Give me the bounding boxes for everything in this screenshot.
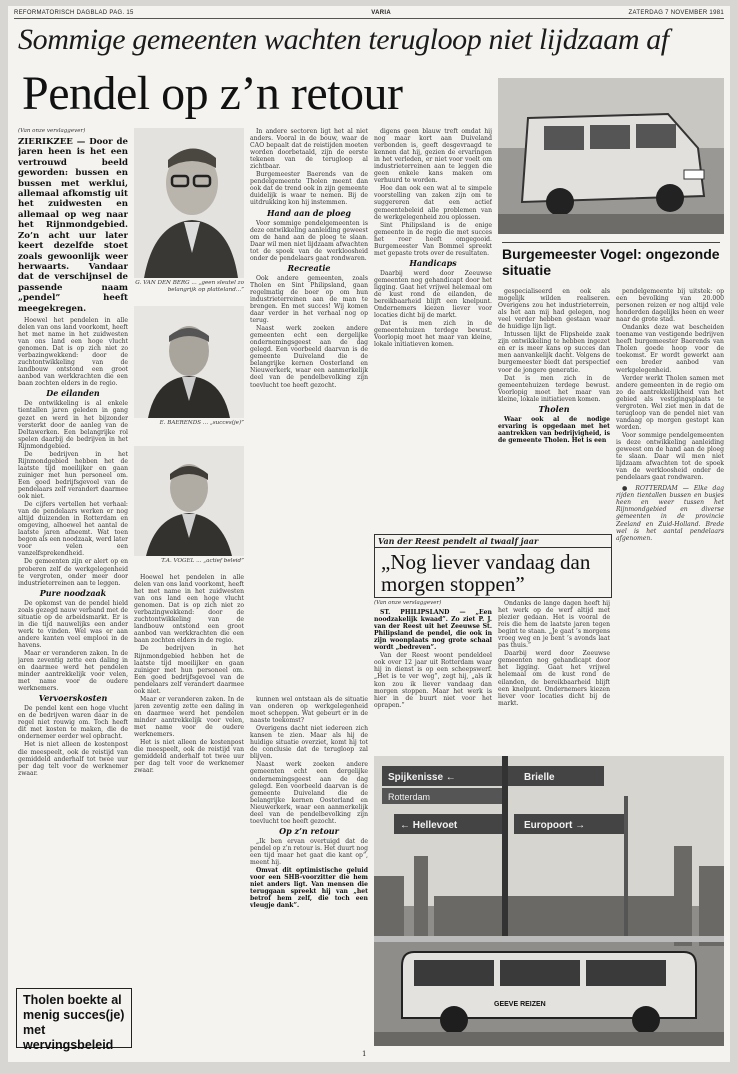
paragraph: De gemeenten zijn er alert op en proberen zelf de werkgelegenheid te vergroten, onder meer door industrieterreinen aan te leggen. [18, 558, 128, 587]
paragraph: Daarbij werd door Zeeuwse gemeenten nog gehandicapt door het ligging. Gaat het vrijwel helemaal om de kust rond de eilanden, de bereikbaarheid blijft een knelpunt. Ondernemers kiezen liever voor locaties dicht bij de markt. [374, 269, 492, 320]
paragraph: Het is niet alleen de kostenpost die meespeelt, ook de reistijd van gemiddeld anderhalf tot twee uur per dag telt voor de werknemer zwaar. [134, 739, 244, 775]
column-6 [250, 696, 368, 1046]
paragraph: Voor sommige pendelgemeenten is deze ontwikkeling aanleiding geweest om de hand aan de ploeg te slaan. Daar wil men niet lijdzaam afwachten tot de spoek van de werkloosheid onder de pendelaars gaat rondwaren. [616, 431, 724, 482]
paragraph: Dat is men zich in de gemeentehuizen terdege bewust. Voorlopig moet het maar van kleine, lokale initiatieven komen. [498, 374, 610, 403]
paragraph: Hoewel het pendelen in alle delen van ons land voorkomt, heeft het met name in het zuidwesten van ons land een hoge vlucht genomen. Dat is op zich niet zo verbazingwekkend: door de zuchtontwikkeling van de landbouw ontstond een groot aanbod van werkkrachten die een baan zochten elders in de regio. [134, 574, 244, 645]
subheading: Op z’n retour [279, 825, 339, 836]
bullet-icon: ● [622, 485, 636, 493]
sign-text: Europoort → [524, 820, 586, 831]
masthead [14, 8, 724, 19]
photo-van [498, 78, 724, 234]
column-1 [18, 128, 128, 983]
sign-text: ← Hellevoet [400, 820, 458, 831]
paragraph: digens geen blauw treft omdat hij nog maar kort aan Duiveland verbonden is, geeft desgevraagd te kennen dat hij, gezien de ervaringen in het verleden, er niet voor voelt om industrieterreinen aan te leggen die geen enkele kans maken om verhuurd te worden. [374, 128, 492, 185]
paragraph: pendelgemeente bij uitstek: op een bevolking van 20.000 personen reizen er nog altijd vele honderden dagelijks heen en weer naar de grote stad. [616, 288, 724, 324]
newspaper-page [8, 6, 730, 1062]
paragraph: Intussen lijkt de Flipsheide zaak zijn ontwikkeling te hebben ingezet en er is meer kans op succes dan men aanvankelijk dacht. Volgens de burgemeester biedt dat perspectief voor de jongere generatie. [498, 331, 610, 374]
photo-caption-text: ROTTERDAM — Elke dag rijden tientallen bussen en busjes heen en weer tussen het Rijnmondgebied en diverse gemeenten in de provincie Zeeland en Zuid-Holland. Brede wel is het aantal pendelaars afgenomen. [616, 485, 724, 542]
caption-vogel: T.A. VOGEL ... „actief beleid” [161, 558, 244, 564]
portrait-vogel [134, 446, 244, 556]
quote-column-b [498, 600, 610, 750]
subheading: Recreatie [287, 262, 331, 273]
subheading: Handicaps [409, 257, 457, 268]
subheading: Vervoerskosten [38, 693, 108, 704]
sign-text: Brielle [524, 772, 555, 783]
article-byline: (Van onze verslaggever) [18, 128, 86, 134]
paragraph: De ontwikkeling is al enkele tientallen jaren geleden in gang gezet en werd in het bijzonder versterkt door de aanleg van de Deltawerken. Een belangrijke rol spelen daarbij de bedrijven in het Rijnmondgebied. [18, 400, 128, 450]
portrait-baerends [134, 306, 244, 418]
box-heading: Burgemeester Vogel: ongezonde situatie [502, 246, 720, 278]
column-5 [616, 288, 724, 774]
paragraph: Verder werkt Tholen samen met andere gemeenten in de regio om zo de aantrekkelijkheid van het gebied als vestigingsplaats te vergroten. Wel ziet men in dat de terugloop van de pendel niet van vandaag op morgen gestopt kan worden. [616, 374, 724, 431]
paragraph: In andere sectoren ligt het al niet anders. Vooral in de bouw, waar de CAO bepaalt dat de reistijden moeten worden doorbetaald, zijn de eerste tekenen van de terugloop al zichtbaar. [250, 128, 368, 171]
subheading: Pure noodzaak [39, 587, 107, 598]
paragraph: Hoe dan ook een wat al te simpele voorstelling van zaken zijn om te suggereren dat een actief gemeentebeleid alle problemen van de werkgelegenheid zou oplossen. [374, 185, 492, 221]
paragraph: Maar er veranderen zaken. In de jaren zeventig zette een daling in en daarmee werd het pendelen minder aantrekkelijk voor velen, met name voor de oudere werknemers. [134, 695, 244, 739]
paragraph: Maar er veranderen zaken. In de jaren zeventig zette een daling in en daarmee werd het pendelen minder aantrekkelijk voor velen, met name voor de oudere werknemers. [18, 649, 128, 693]
page-number: 1 [362, 1050, 367, 1058]
paragraph: De pendel kent een hoge vlucht en de bedrijven waren daar in de regel niet rouwig om. Toch heeft dit met kosten te maken, die de ondernemer eerder wel opbracht. [18, 705, 128, 741]
quote-column-a [374, 600, 492, 750]
paragraph: De bedrijven in het Rijnmondgebied hebben het de laatste tijd moeilijker en gaan zuiniger met hun personeel om. Een goed bedrijfsgevoel van de pendelaars zelf verandert daarmee ook niet. [134, 645, 244, 695]
sign-text: Spijkenisse ← [388, 772, 456, 783]
box-rule [502, 242, 720, 243]
corner-box: Tholen boekte al menig succes(je) met wervingsbeleid [16, 988, 132, 1048]
paragraph: „Ik ben ervan overtuigd dat de pendel op z’n retour is. Het duurt nog een tijd maar het gaat die kant op”, meent hij. [250, 837, 368, 866]
quote-lead: ST. PHILIPSLAND — „Een noodzakelijk kwaad”. Zo ziet P. J. van der Reest uit het Zeeuwse St. Philipsland de pendel, die ook in zijn woonplaats nog grote schaal wordt „bedreven”. [374, 609, 492, 652]
paragraph: De bedrijven in het Rijnmondgebied hebben het de laatste tijd moeilijker en gaan zuiniger met hun personeel om. Een goed bedrijfsgevoel van de pendelaars zelf verandert daarmee ook niet. [18, 450, 128, 501]
photo-bus-signs [374, 756, 724, 1046]
portrait-van-den-berg [134, 128, 244, 278]
masthead-date: ZATERDAG 7 NOVEMBER 1981 [628, 10, 724, 16]
paragraph: Ook andere gemeenten, zoals Tholen en Sint Philipsland, gaan regelmatig de boer op om hun industrieterreinen aan de man te brengen. En met succes! Wij komen daar verder in het verhaal nog op terug. [250, 274, 368, 325]
kicker: Sommige gemeenten wachten terugloop niet lijdzaam af [18, 23, 669, 56]
paragraph: Sint Philipsland is de enige gemeente in de regio die met succes het roer heeft omgegooid. Burgemeester Van Bommel spreekt met gepaste trots over de resultaten. [374, 221, 492, 257]
quote-byline: (Van onze verslaggever) [374, 600, 442, 606]
paragraph: Naast werk zoeken andere gemeenten echt een dergelijke ondernemingsgeest aan de dag gelegd. Een voorbeeld daarvan is de gemeente Duiveland die de belangrijke kernen Oosterland en Nieuwerkerk, waar een aanmerkelijk deel van de pendelbevolking zijn toevlucht toe heeft gezocht. [250, 325, 368, 389]
paragraph: gespecialiseerd en ook als mogelijk wilden realiseren. Overigens zou het industrieterrein, als het aan mij had gelegen, nog veel verder hebben gestaan waar de huidige lijn ligt. [498, 288, 610, 331]
caption-baerends: E. BAERENDS ... „succes(je)” [159, 420, 244, 426]
paragraph: Waar ook al de nodige ervaring is opgedaan met het aantrekken van bedrijvigheid, is de gemeente Tholen. Het is een [498, 415, 610, 444]
paragraph: Ondanks de lange dagen heeft hij het werk op de werf altijd met plezier gedaan. Het is vooral de reis die hem de laatste jaren tegen begint te staan. „Je gaat ’s morgens vroeg weg en je bent ’s avonds laat pas thuis.” [498, 600, 610, 650]
masthead-section: VARIA [371, 10, 391, 16]
bus-logo: GEEVE REIZEN [494, 1001, 546, 1008]
subheading: Hand aan de ploeg [266, 207, 352, 218]
paragraph: Naast werk zoeken andere gemeenten echt een dergelijke ondernemingsgeest aan de dag gelegd. Een voorbeeld daarvan is de gemeente Duiveland die de belangrijke kernen Oosterland en Nieuwerkerk, waar een aanmerkelijk deel van de pendelbevolking zijn toevlucht toe heeft gezocht. [250, 761, 368, 825]
paragraph: De opkomst van de pendel hield zoals gezegd nauw verband met de situatie op de arbeidsmarkt. Er is in die tijd nauwelijks een ander werk te vinden. Wel was er aan andere kanten veel emplooi in de havens. [18, 599, 128, 649]
paragraph: Omvat dit optimistische geluid voor een SHB-voorzitter die hem niet anders ligt. Van mensen die teruggaan spreekt hij van „het betrof hem zelf, die toch een vleugje dank”. [250, 867, 368, 910]
paragraph: Burgemeester Baerends van de pendelgemeente Tholen meent dan ook dat de trend ook in zijn gemeente duidelijk is waar te nemen. Bij de uitdrukking kon hij instemmen. [250, 171, 368, 207]
paragraph: Van der Reest woont pendeldeel ook over 12 jaar uit Rotterdam waar hij in dienst is op een scheepswerf. „Het is te ver weg”, zegt hij, „als ik kon zou ik liever vandaag dan morgen stoppen. Maar het werk is hier in de buurt niet voor het oprapen.” [374, 652, 492, 709]
paragraph: Dat is men zich in de gemeentehuizen terdege bewust. Voorlopig moet het maar van kleine, lokale initiatieven komen. [374, 320, 492, 349]
paragraph: Hoewel het pendelen in alle delen van ons land voorkomt, heeft het met name in het zuidwesten van ons land een hoge vlucht genomen. Dat is op zich niet zo verbazingwekkend: door de zuchtontwikkeling van de landbouw ontstond een groot aanbod van werkkrachten die een baan zochten elders in de regio. [18, 316, 128, 388]
paragraph: Voor sommige pendelgemeenten is deze ontwikkeling aanleiding geweest om de hand aan de ploeg te slaan. Daar wil men niet lijdzaam afwachten tot de spoek van de werkloosheid onder de pendelaars gaat rondwaren. [250, 219, 368, 262]
quote-box [374, 534, 612, 598]
photo-caption [616, 485, 724, 541]
quote-label: Van der Reest pendelt al twaalf jaar [375, 535, 611, 548]
paragraph: Ondanks deze wat bescheiden toename van vestigende bedrijven heeft burgemeester Baerends van Tholen goede hoop voor de toekomst. Er wordt gewerkt aan een breder aanbod van werkgelegenheid. [616, 324, 724, 374]
paragraph: Overigens dacht niet iedereen zich kansen te zien. Maar als hij de huidige situatie overziet, komt hij tot de conclusie dat de terugloop zal blijven. [250, 725, 368, 761]
paragraph: De cijfers vertellen het verhaal: van de pendelaars werken er nog altijd duizenden in Rotterdam en omgeving, alhoewel het aantal de laatste jaren afneemt. Wat toen begon als een noodzaak, werd later voor velen een vanzelfsprekendheid. [18, 501, 128, 558]
subheading: De eilanden [46, 388, 100, 399]
quote-headline: „Nog liever vandaag dan morgen stoppen” [381, 550, 591, 596]
headline: Pendel op z’n retour [22, 67, 403, 120]
paragraph: Het is niet alleen de kostenpost die meespeelt, ook de reistijd van gemiddeld anderhalf tot twee uur per dag telt voor de werknemer zwaar. [18, 741, 128, 777]
caption-van-den-berg: G. VAN DEN BERG ... „geen sleutel zo belangrijk op platteland...” [135, 280, 244, 293]
paragraph: Daarbij werd door Zeeuwse gemeenten nog gehandicapt door het ligging. Gaat het vrijwel helemaal om de kust rond de eilanden, de bereikbaarheid blijft een knelpunt. Ondernemers kiezen liever voor locaties dicht bij de markt. [498, 650, 610, 707]
sign-text: Rotterdam [388, 792, 431, 802]
column-4 [498, 288, 610, 533]
paragraph: kunnen wel ontstaan als de situatie van onderen op werkgelegenheid moet scheppen. Wat gebeurt er in de naaste toekomst? [250, 696, 368, 725]
article-lead: ZIERIKZEE — Door de jaren heen is het een vertrouwd beeld geworden: bussen en bussen met werklui, allemaal afkomstig uit het zuidwesten en allemaal op weg naar het Rijnmondgebied. Zo’n acht uur later keert dezelfde stoet zoals gewoonlijk weer herwaarts. Vandaar dat de verschijnsel de passende naam „pendel” heeft meegekregen. [18, 137, 128, 314]
column-1b [134, 574, 244, 984]
subheading: Tholen [538, 403, 570, 414]
masthead-left: REFORMATORISCH DAGBLAD PAG. 15 [14, 10, 134, 16]
column-2 [250, 128, 368, 688]
